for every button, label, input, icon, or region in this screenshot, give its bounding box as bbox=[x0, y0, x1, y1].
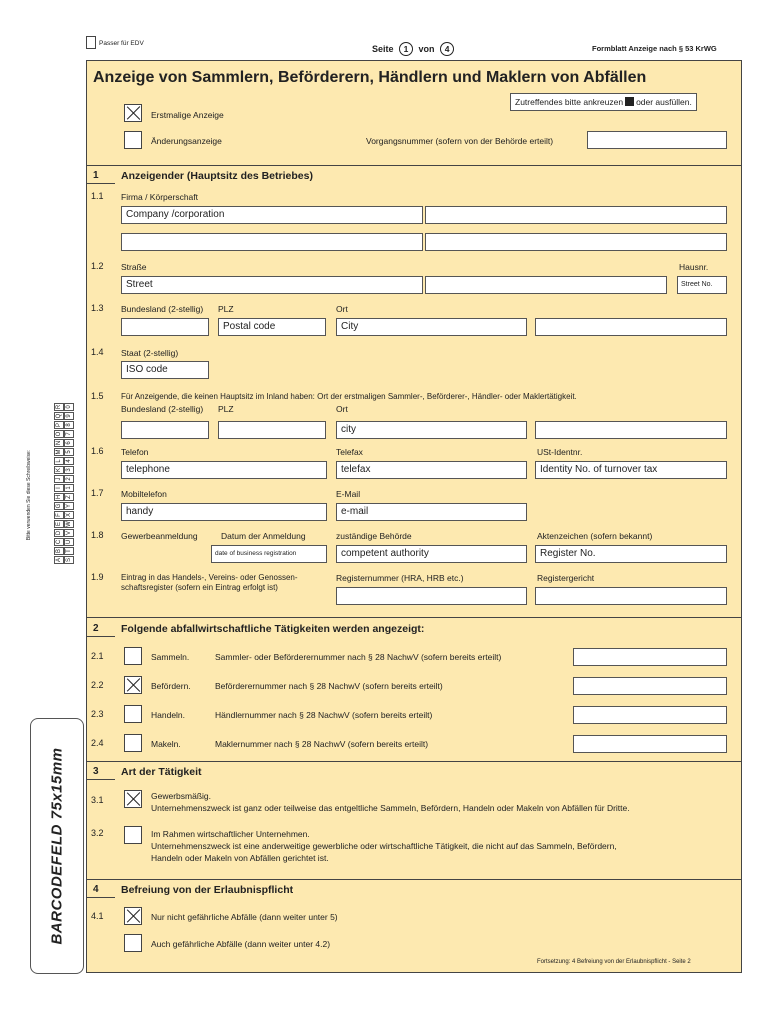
grid-cell: R bbox=[56, 404, 62, 410]
section-1-number: 1 bbox=[93, 170, 99, 181]
strasse-input-1[interactable]: Street bbox=[121, 276, 423, 294]
row-1-2-number: 1.2 bbox=[91, 261, 104, 271]
section-2-row-4-label: Makeln. bbox=[151, 739, 181, 749]
section-2-row-2-number: 2.2 bbox=[91, 680, 104, 690]
section-2-row-4-checkbox[interactable] bbox=[124, 734, 142, 752]
section-2-row-1-checkbox[interactable] bbox=[124, 647, 142, 665]
email-input[interactable]: e-mail bbox=[336, 503, 527, 521]
grid-cell: O bbox=[56, 431, 62, 437]
nicht-gefaehrlich-checkbox[interactable] bbox=[124, 907, 142, 925]
grid-cell: P bbox=[56, 423, 62, 428]
gewerbsmaessig-label: Gewerbsmäßig. bbox=[151, 791, 211, 801]
grid-cell: 5 bbox=[64, 448, 74, 456]
telefax-input[interactable]: telefax bbox=[336, 461, 527, 479]
ust-input[interactable]: Identity No. of turnover tax bbox=[535, 461, 727, 479]
character-grid bbox=[55, 395, 75, 565]
page-indicator bbox=[372, 42, 457, 56]
section-2-row-3-desc: Händlernummer nach § 28 NachwV (sofern bereits erteilt) bbox=[215, 710, 433, 720]
grid-cell: E bbox=[56, 522, 62, 527]
ust-label: USt-Identnr. bbox=[537, 447, 583, 457]
mobil-label: Mobiltelefon bbox=[121, 489, 167, 499]
passer-box bbox=[86, 36, 96, 49]
page-label: Seite bbox=[372, 44, 394, 54]
grid-cell: 1 bbox=[64, 484, 74, 492]
regnr-label: Registernummer (HRA, HRB etc.) bbox=[336, 573, 464, 583]
ort-2-label: Ort bbox=[336, 404, 348, 414]
grid-cell: F bbox=[54, 511, 64, 519]
wirtschaftlich-checkbox[interactable] bbox=[124, 826, 142, 844]
barcode-label: BARCODEFELD 75x15mm bbox=[48, 747, 66, 945]
akten-label: Aktenzeichen (sofern bekannt) bbox=[537, 531, 653, 541]
grid-cell: Q bbox=[56, 413, 62, 419]
grid-cell: B bbox=[56, 549, 62, 554]
gefaehrlich-checkbox[interactable] bbox=[124, 934, 142, 952]
checked-box-icon bbox=[625, 97, 634, 106]
section-2-row-2-checkbox[interactable] bbox=[124, 676, 142, 694]
bundesland-2-input[interactable] bbox=[121, 421, 209, 439]
grid-cell: C bbox=[56, 539, 62, 545]
row-1-3-number: 1.3 bbox=[91, 303, 104, 313]
plz-label: PLZ bbox=[218, 304, 234, 314]
gericht-label: Registergericht bbox=[537, 573, 595, 583]
firma-input-2[interactable] bbox=[425, 206, 727, 224]
gewerbsmaessig-desc: Unternehmenszweck ist ganz oder teilweise das entgeltliche Sammeln, Befördern, Handeln oder Makeln von Abfällen für Dritte. bbox=[151, 803, 630, 813]
section-3-number: 3 bbox=[93, 766, 99, 777]
grid-cell: D bbox=[56, 530, 62, 536]
bundesland-2-label: Bundesland (2-stellig) bbox=[121, 404, 204, 414]
grid-cell: 7 bbox=[64, 430, 74, 438]
bundesland-label: Bundesland (2-stellig) bbox=[121, 304, 204, 314]
grid-cell: W bbox=[66, 521, 72, 527]
row-1-9-number: 1.9 bbox=[91, 572, 104, 582]
hausnr-input[interactable]: Street No. bbox=[677, 276, 727, 294]
grid-cell: K bbox=[56, 468, 62, 473]
behoerde-input[interactable]: competent authority bbox=[336, 545, 527, 563]
wirtschaftlich-desc-1: Unternehmenszweck ist eine anderweitige gewerbliche oder wirtschaftliche Tätigkeit, die nicht auf das Sammeln, Befördern, bbox=[151, 841, 617, 851]
strasse-label: Straße bbox=[121, 262, 147, 272]
telefon-label: Telefon bbox=[121, 447, 149, 457]
grid-cell: L bbox=[54, 457, 64, 465]
row-1-5-number: 1.5 bbox=[91, 391, 104, 401]
row-3-1-number: 3.1 bbox=[91, 795, 104, 805]
page-current: 1 bbox=[399, 42, 413, 56]
behoerde-label: zuständige Behörde bbox=[336, 531, 412, 541]
passer-label: Passer für EDV bbox=[99, 40, 144, 47]
row-1-6-number: 1.6 bbox=[91, 446, 104, 456]
strasse-input-2[interactable] bbox=[425, 276, 667, 294]
regnr-input[interactable] bbox=[336, 587, 527, 605]
telefax-label: Telefax bbox=[336, 447, 363, 457]
datum-input[interactable]: date of business registration bbox=[211, 545, 327, 563]
section-2-row-1-input[interactable] bbox=[573, 648, 727, 666]
grid-cell: N bbox=[56, 440, 62, 446]
staat-input[interactable]: ISO code bbox=[121, 361, 209, 379]
row-1-7-number: 1.7 bbox=[91, 488, 104, 498]
section-2-title: Folgende abfallwirtschaftliche Tätigkeiten werden angezeigt: bbox=[121, 623, 425, 635]
barcode-field bbox=[30, 718, 84, 974]
section-2-row-2-label: Befördern. bbox=[151, 681, 191, 691]
grid-cell: M bbox=[56, 449, 62, 455]
grid-cell: 6 bbox=[64, 439, 74, 447]
grid-cell: 8 bbox=[64, 421, 74, 429]
staat-label: Staat (2-stellig) bbox=[121, 348, 179, 358]
section-2-row-4-desc: Maklernummer nach § 28 NachwV (sofern bereits erteilt) bbox=[215, 739, 429, 749]
firma-label: Firma / Körperschaft bbox=[121, 192, 198, 202]
row-3-2-number: 3.2 bbox=[91, 828, 104, 838]
email-label: E-Mail bbox=[336, 489, 361, 499]
gewerbe-label: Gewerbeanmeldung bbox=[121, 531, 198, 541]
grid-cell: I bbox=[54, 484, 64, 492]
firma-input-3[interactable] bbox=[121, 233, 423, 251]
gericht-input[interactable] bbox=[535, 587, 727, 605]
row-1-1-number: 1.1 bbox=[91, 191, 104, 201]
grid-cell: J bbox=[54, 475, 64, 483]
grid-cell: H bbox=[56, 494, 62, 500]
ort-label: Ort bbox=[336, 304, 348, 314]
section-4-title: Befreiung von der Erlaubnispflicht bbox=[121, 884, 294, 896]
datum-label: Datum der Anmeldung bbox=[221, 531, 306, 541]
ort-2-input[interactable]: city bbox=[336, 421, 527, 439]
bundesland-input[interactable] bbox=[121, 318, 209, 336]
section-2-number: 2 bbox=[93, 623, 99, 634]
grid-cell: G bbox=[56, 503, 62, 509]
gewerbsmaessig-checkbox[interactable] bbox=[124, 790, 142, 808]
ort-input-2[interactable] bbox=[535, 318, 727, 336]
section-2-row-3-input[interactable] bbox=[573, 706, 727, 724]
row-1-8-number: 1.8 bbox=[91, 530, 104, 540]
aenderung-label: Änderungsanzeige bbox=[151, 136, 222, 146]
grid-cell: 3 bbox=[64, 466, 74, 474]
plz-2-label: PLZ bbox=[218, 404, 234, 414]
grid-cell: V bbox=[66, 531, 72, 536]
auslaendisch-label: Für Anzeigende, die keinen Hauptsitz im Inland haben: Ort der erstmaligen Sammler-, Beförderer-, Händler- oder Maklertätigkeit. bbox=[121, 392, 577, 401]
section-2-row-3-label: Handeln. bbox=[151, 710, 186, 720]
firma-input-4[interactable] bbox=[425, 233, 727, 251]
grid-cell: 4 bbox=[64, 457, 74, 465]
plz-input[interactable]: Postal code bbox=[218, 318, 326, 336]
section-2-row-4-input[interactable] bbox=[573, 735, 727, 753]
instruction-hint: Zutreffendes bitte ankreuzen oder ausfüllen. bbox=[510, 93, 697, 111]
page-of-label: von bbox=[418, 44, 435, 54]
akten-input[interactable]: Register No. bbox=[535, 545, 727, 563]
wirtschaftlich-label: Im Rahmen wirtschaftlicher Unternehmen. bbox=[151, 829, 310, 839]
side-note: Bitte verwenden Sie diese Schreibweise: bbox=[26, 449, 32, 541]
grid-cell: 0 bbox=[64, 403, 74, 411]
grid-cell: 2 bbox=[64, 475, 74, 483]
page-total: 4 bbox=[440, 42, 454, 56]
grid-cell: 9 bbox=[64, 412, 74, 420]
grid-cell: A bbox=[56, 558, 62, 563]
hausnr-label: Hausnr. bbox=[679, 262, 709, 272]
grid-cell: X bbox=[66, 513, 72, 518]
grid-cell: Z bbox=[64, 493, 74, 501]
section-3-title: Art der Tätigkeit bbox=[121, 766, 202, 778]
section-2-row-1-label: Sammeln. bbox=[151, 652, 190, 662]
nicht-gefaehrlich-label: Nur nicht gefährliche Abfälle (dann weiter unter 5) bbox=[151, 912, 338, 922]
telefon-input[interactable]: telephone bbox=[121, 461, 327, 479]
grid-cell: T bbox=[64, 547, 74, 555]
row-1-4-number: 1.4 bbox=[91, 347, 104, 357]
section-2-row-3-number: 2.3 bbox=[91, 709, 104, 719]
eintrag-label-2: schaftsregister (sofern ein Eintrag erfolgt ist) bbox=[121, 583, 278, 592]
grid-cell: U bbox=[66, 539, 72, 545]
ort-input[interactable]: City bbox=[336, 318, 527, 336]
grid-cell: Y bbox=[66, 504, 72, 509]
aenderung-checkbox[interactable] bbox=[124, 131, 142, 149]
section-4-number: 4 bbox=[93, 884, 99, 895]
plz-2-input[interactable] bbox=[218, 421, 326, 439]
vorgang-input[interactable] bbox=[587, 131, 727, 149]
ort-2-input-b[interactable] bbox=[535, 421, 727, 439]
row-4-1-number: 4.1 bbox=[91, 911, 104, 921]
form-body bbox=[86, 60, 742, 973]
firma-input-1[interactable]: Company /corporation bbox=[121, 206, 423, 224]
footer-continuation: Fortsetzung: 4 Befreiung von der Erlaubnispflicht - Seite 2 bbox=[537, 959, 691, 965]
section-2-row-1-desc: Sammler- oder Beförderernummer nach § 28 NachwV (sofern bereits erteilt) bbox=[215, 652, 502, 662]
wirtschaftlich-desc-2: Handeln oder Makeln von Abfällen gerichtet ist. bbox=[151, 853, 329, 863]
section-2-row-4-number: 2.4 bbox=[91, 738, 104, 748]
mobil-input[interactable]: handy bbox=[121, 503, 327, 521]
erstmalige-checkbox[interactable] bbox=[124, 104, 142, 122]
form-title: Anzeige von Sammlern, Beförderern, Händlern und Maklern von Abfällen bbox=[93, 69, 647, 86]
erstmalige-label: Erstmalige Anzeige bbox=[151, 110, 224, 120]
section-2-row-1-number: 2.1 bbox=[91, 651, 104, 661]
form-label: Formblatt Anzeige nach § 53 KrWG bbox=[592, 44, 717, 53]
gefaehrlich-label: Auch gefährliche Abfälle (dann weiter unter 4.2) bbox=[151, 939, 331, 949]
eintrag-label-1: Eintrag in das Handels-, Vereins- oder Genossen- bbox=[121, 573, 298, 582]
section-1-title: Anzeigender (Hauptsitz des Betriebes) bbox=[121, 170, 313, 182]
section-2-row-3-checkbox[interactable] bbox=[124, 705, 142, 723]
section-2-row-2-input[interactable] bbox=[573, 677, 727, 695]
section-2-row-2-desc: Beförderernummer nach § 28 NachwV (sofern bereits erteilt) bbox=[215, 681, 443, 691]
grid-cell: S bbox=[66, 558, 72, 563]
vorgang-label: Vorgangsnummer (sofern von der Behörde erteilt) bbox=[366, 136, 554, 146]
